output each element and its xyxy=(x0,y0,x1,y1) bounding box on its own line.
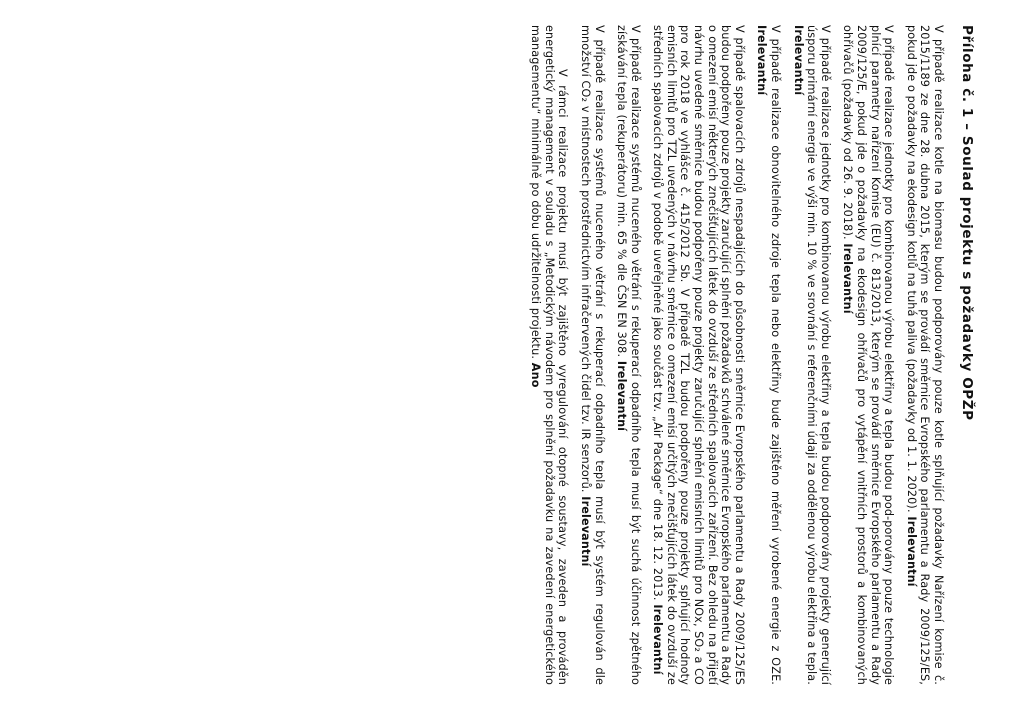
verdict-label: Ano xyxy=(529,362,543,388)
paragraph-text: V případě realizace kotle na biomasu budou podporovány pouze kotle splňující požadavky Nařízení komise č. 2015/1189 ze dne 28. dubna 2015, kterým se provádí směrnice Evropského parlamentu a Rady 2009/125/ES, pokud jde o požadavky na ekodesign kotlů na tuhá paliva (požadavky od 1. 1. 2020). xyxy=(904,25,945,685)
paragraph-text: V případě realizace jednotky pro kombinovanou výrobu elektřiny a tepla budou podporovány projekty generující úsporu primární energie ve výši min. 10 % ve srovnání s referenčními údaji za oddělenou výrobu elektřina a tepla. xyxy=(805,25,832,685)
verdict-label: Irelevantní xyxy=(651,604,665,675)
paragraph-chp-savings xyxy=(791,25,832,685)
paragraph-text: V případě realizace systémů nuceného větrání s rekuperací odpadního tepla musí být suchá účinnost zpětného získávání tepla (rekuperátoru) min. 65 % dle ČSN EN 308. xyxy=(615,25,642,685)
paragraph-combustion-emissions xyxy=(651,25,746,685)
paragraph-text: V případě realizace systémů nuceného větrání s rekuperací odpadního tepla musí být systém regulován dle množství CO₂ v místnostech prostřednictvím infračervených čidel tzv. IR senzorů. xyxy=(578,25,606,685)
paragraph-chp-ecodesign xyxy=(841,25,895,685)
paragraph-energy-management xyxy=(529,25,570,685)
page-title: Příloha č. 1 – Soulad projektu s požadavky OPŽP xyxy=(959,25,975,421)
paragraph-text: V případě realizace obnovitelného zdroje tepla nebo elektřiny bude zajištěno měření vyrobené energie z OZE. xyxy=(769,25,783,685)
verdict-label: Irelevantní xyxy=(755,25,769,96)
verdict-label: Irelevantní xyxy=(904,516,918,587)
paragraph-renewable-metering xyxy=(755,25,782,685)
paragraph-text: V případě spalovacích zdrojů nespadajících do působnosti směrnice Evropského parlamentu a Rady 2009/125/ES budou podpořeny pouze projekty zaručující splnění požadavků schválené směrnice Evropského parlamentu a Rady o omezení emisí některých znečišťujících látek do ovzduší ze středních spalovacích zařízení. Bez ohledu na přijetí návrhu uvedené směrnice budou podpořeny pouze projekty zaručující splnění emisních limitů pro NOx, SO₂ a CO pro rok 2018 ve vyhlášce č. 415/2012 Sb. V případě TZL budou podpořeny pouze projekty splňující hodnoty emisních limitů pro TZL uvedených v návrhu směrnice o omezení emisí určitých znečišťujících látek do ovzduší ze středních spalovacích zdrojů v podobě uveřejněné jako součást tzv. „Air Package“ dne 18. 12. 2013. xyxy=(651,25,746,685)
paragraph-ventilation-efficiency xyxy=(615,25,642,685)
paragraph-ventilation-co2 xyxy=(578,25,605,685)
verdict-label: Irelevantní xyxy=(578,496,592,567)
verdict-label: Irelevantní xyxy=(615,360,629,432)
verdict-label: Irelevantní xyxy=(791,25,805,96)
paragraph-text: V případě realizace jednotky pro kombinovanou výrobu elektřiny a tepla budou pod-porovány pouze technologie plnící parametry nařízení Komise (EU) č. 813/2013, kterým se provádí směrnice Evropského parlamentu a Rady 2009/125/E, pokud jde o požadavky na ekodesign ohřívačů pro vytápění vnitřních prostorů a kombinovaných ohřívačů (požadavky od 26. 9. 2018). xyxy=(841,25,896,685)
rotated-document-page xyxy=(45,25,975,685)
paragraph-text: V rámci realizace projektu musí být zajištěno vyregulování otopné soustavy, zaveden a prováděn energetický management v souladu s „Metodickým návodem pro splnění požadavku na zavedení energetického managementu“ minimálně po dobu udržitelnosti projektu. xyxy=(529,25,570,685)
paragraph-biomass-boiler xyxy=(904,25,945,685)
verdict-label: Irelevantní xyxy=(841,243,855,314)
